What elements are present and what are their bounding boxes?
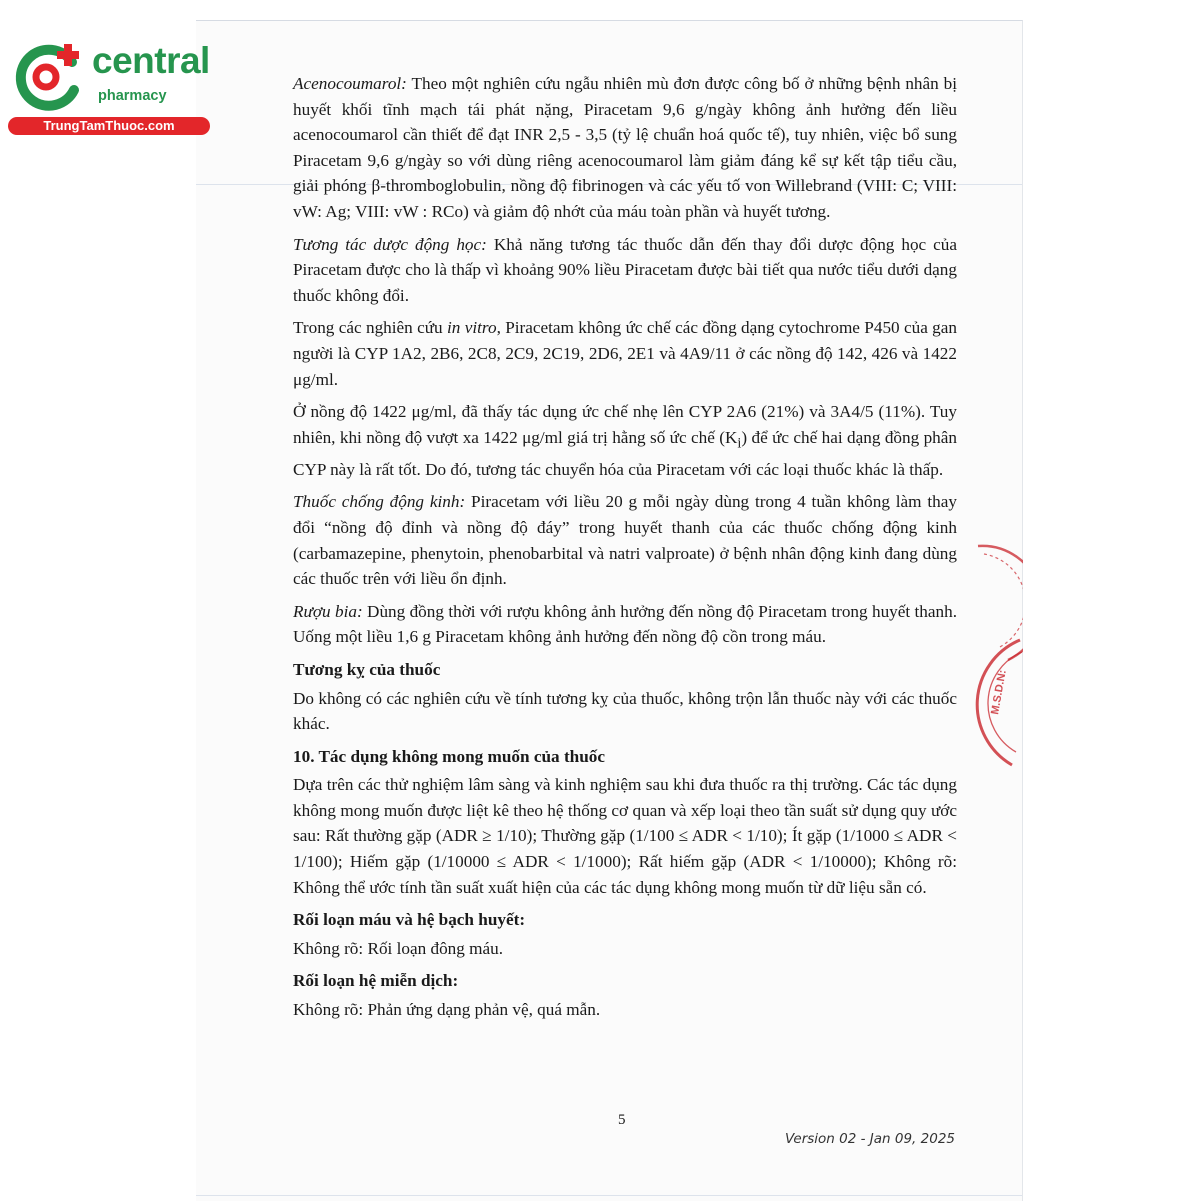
- paragraph-in-vitro: [293, 315, 957, 392]
- paragraph-text: Trong các nghiên cứu: [293, 318, 448, 338]
- paragraph-adverse-effects: Dựa trên các thử nghiệm lâm sàng và kinh nghiệm sau khi đưa thuốc ra thị trường. Các tác dụng không mong muốn được liệt kê theo hệ thống cơ quan và xếp loại theo tần suất sử dụng quy ước sau: Rất thường gặp (ADR ≥ 1/10); Thường gặp (1/100 ≤ ADR < 1/10); Ít gặp (1/1000 ≤ ADR < 1/100); Hiếm gặp (1/10000 ≤ ADR < 1/1000); Rất hiếm gặp (ADR < 1/10000); Không rõ: Không thể ước tính tần suất xuất hiện của các tác dụng không mong muốn từ dữ liệu sẵn có.: [293, 775, 957, 897]
- paragraph-text: , Piracetam không ức chế các đồng dạng cytochrome P450 của gan người là CYP 1A2, 2B6, 2C8, 2C9, 2C19, 2D6, 2E1 và 4A9/11 ở các nồng độ 142, 426 và 1422 μg/ml.: [293, 318, 957, 389]
- paragraph-immune-disorders: Không rõ: Phản ứng dạng phản vệ, quá mẫn.: [293, 1000, 601, 1020]
- paragraph-lead-label: Rượu bia:: [293, 601, 363, 621]
- heading-blood-disorders: Rối loạn máu và hệ bạch huyết:: [293, 910, 526, 930]
- paragraph-pharmacokinetic-interaction: [293, 232, 957, 309]
- paragraph-text: Theo một nghiên cứu ngẫu nhiên mù đơn được công bố ở những bệnh nhân bị huyết khối tĩnh mạch tái phát nặng, Piracetam 9,6 g/ngày không ảnh hưởng đến liều acenocoumarol cần thiết để đạt INR 2,5 - 3,5 (tỷ lệ chuẩn hoá quốc tế), tuy nhiên, việc bổ sung Piracetam 9,6 g/ngày so với dùng riêng acenocoumarol làm giảm đáng kể sự kết tập tiểu cầu, giải phóng β-thromboglobulin, nồng độ fibrinogen và các yếu tố von Willebrand (VIII: C; VIII: vW: Ag; VIII: vW : RCo) và giảm độ nhớt của máu toàn phần và huyết tương.: [293, 74, 957, 221]
- heading-incompatibility: Tương kỵ của thuốc: [293, 659, 441, 679]
- version-footer: Version 02 - Jan 09, 2025: [784, 1131, 955, 1147]
- paragraph-text: Khả năng tương tác thuốc dẫn đến thay đổi dược động học của Piracetam được cho là thấp vì khoảng 90% liều Piracetam được bài tiết qua nước tiểu dưới dạng thuốc không đổi.: [293, 234, 957, 305]
- logo-brand-name: central: [92, 40, 210, 81]
- stamp-text: M.S.D.N:: [989, 668, 1009, 716]
- paragraph-italic-term: in vitro: [447, 318, 497, 338]
- paragraph-antiepileptics: [293, 489, 957, 591]
- heading-adverse-effects: 10. Tác dụng không mong muốn của thuốc: [293, 746, 606, 766]
- paragraph-text: Dùng đồng thời với rượu không ảnh hưởng đến nồng độ Piracetam trong huyết thanh. Uống một liều 1,6 g Piracetam không ảnh hưởng đến nồng độ cồn trong máu.: [293, 601, 957, 647]
- page-number: 5: [618, 1112, 626, 1128]
- central-pharmacy-logo[interactable]: [8, 36, 213, 136]
- scan-artifact-line: [196, 1195, 1022, 1196]
- heading-immune-disorders: Rối loạn hệ miễn dịch:: [293, 971, 459, 991]
- paragraph-blood-disorders: Không rõ: Rối loạn đông máu.: [293, 938, 504, 958]
- paragraph-text: ) để ức chế hai dạng đồng phân CYP này là rất tốt. Do đó, tương tác chuyển hóa của Piracetam với các loại thuốc khác là thấp.: [293, 427, 957, 479]
- paragraph-lead-label: Thuốc chống động kinh:: [293, 492, 466, 512]
- paragraph-incompatibility: Do không có các nghiên cứu về tính tương kỵ của thuốc, không trộn lẫn thuốc này với các thuốc khác.: [293, 688, 957, 734]
- paragraph-lead-label: Tương tác dược động học:: [293, 234, 487, 254]
- subscript: i: [737, 435, 742, 452]
- paragraph-alcohol: [293, 599, 957, 650]
- paragraph-text: Ở nồng độ 1422 μg/ml, đã thấy tác dụng ức chế nhẹ lên CYP 2A6 (21%) và 3A4/5 (11%). Tuy nhiên, khi nồng độ vượt xa 1422 μg/ml giá trị hằng số ức chế (K: [293, 402, 957, 447]
- logo-subtitle: pharmacy: [98, 88, 167, 104]
- paragraph-cyp-inhibition: [293, 399, 957, 482]
- pharmacy-cross-logo-icon: [12, 40, 86, 114]
- red-seal-stamp-icon: [968, 540, 1023, 770]
- paragraph-lead-label: Acenocoumarol:: [293, 74, 407, 93]
- paragraph-acenocoumarol: [293, 71, 957, 225]
- paragraph-text: Piracetam với liều 20 g mỗi ngày dùng trong 4 tuần không làm thay đổi “nồng độ đỉnh và nồng độ đáy” trong huyết thanh của các thuốc chống động kinh (carbamazepine, phenytoin, phenobarbital và natri valproate) ở bệnh nhân động kinh đang dùng các thuốc trên với liều ổn định.: [293, 492, 957, 589]
- document-body: [293, 71, 957, 1030]
- logo-website-link[interactable]: TrungTamThuoc.com: [8, 117, 210, 135]
